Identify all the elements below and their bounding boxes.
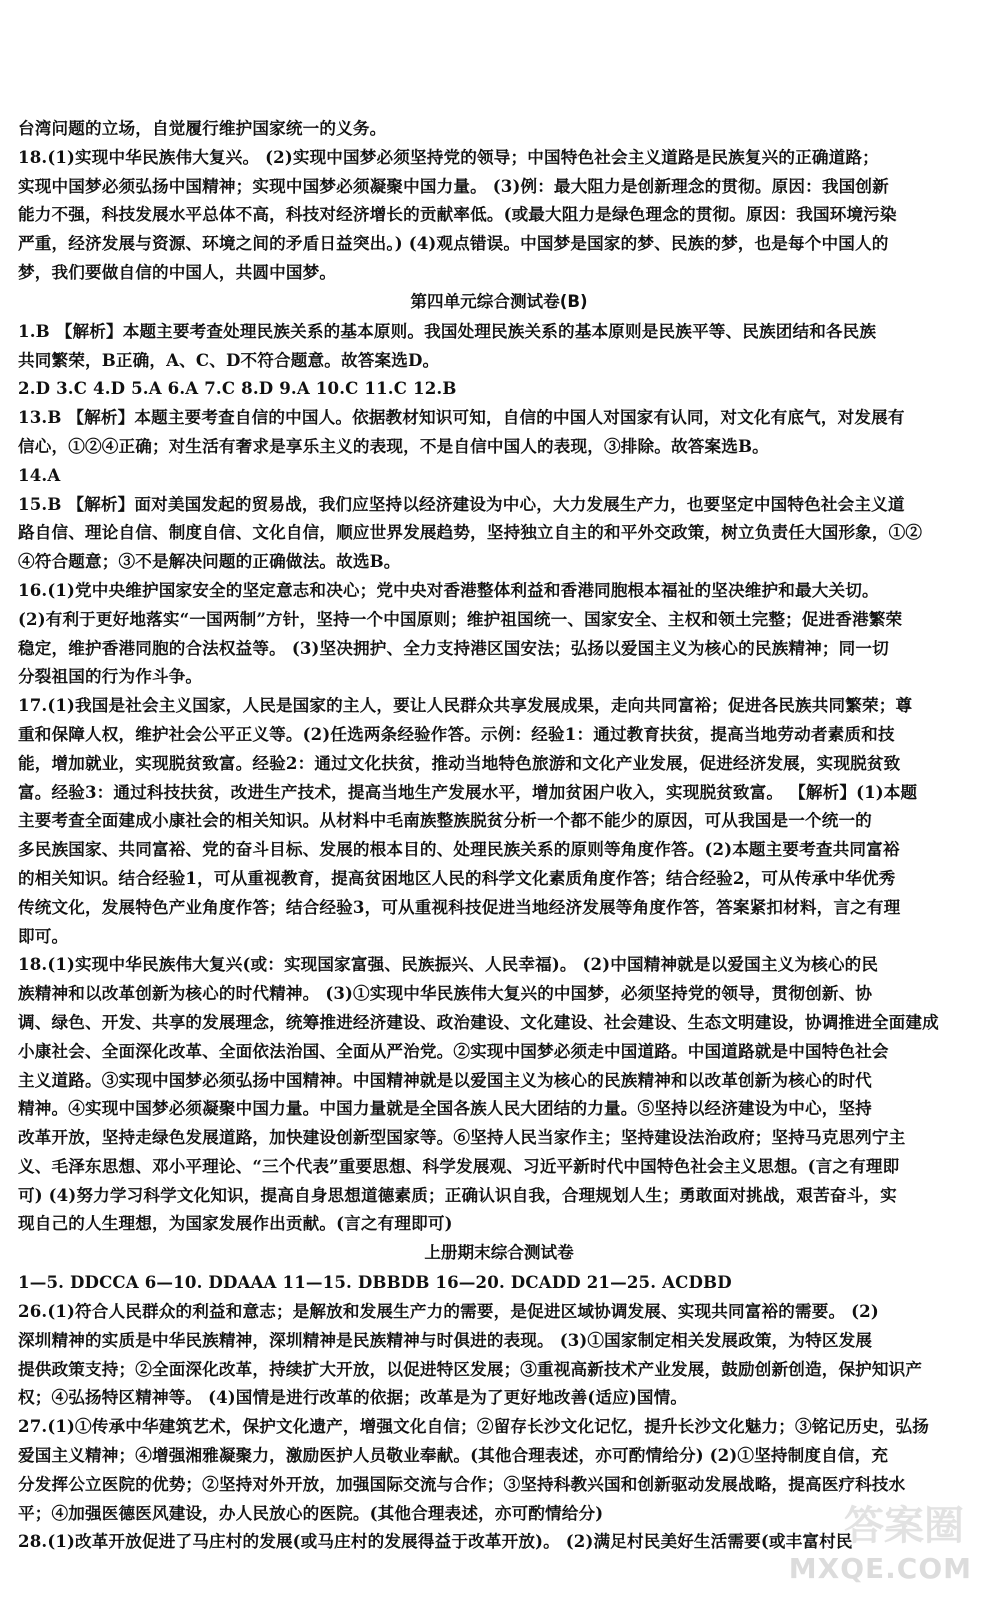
text-line: 18.(1)实现中华民族伟大复兴(或：实现国家富强、民族振兴、人民幸福)。 (2)中国精神就是以爱国主义为核心的民 xyxy=(18,954,879,975)
text-line: (2)有利于更好地落实“一国两制”方针，坚持一个中国原则；维护祖国统一、国家安全、主权和领土完整；促进香港繁荣 xyxy=(18,608,903,629)
watermark-logo-url: MXQE.COM xyxy=(788,1552,972,1585)
text-line: 传统文化，发展特色产业角度作答；结合经验3，可从重视科技促进当地经济发展等角度作答，答案紧扣材料，言之有理 xyxy=(18,896,901,917)
text-line: 28.(1)改革开放促进了马庄村的发展(或马庄村的发展得益于改革开放)。 (2)满足村民美好生活需要(或丰富村民 xyxy=(18,1531,853,1552)
text-line: 权；④弘扬特区精神等。 (4)国情是进行改革的依据；改革是为了更好地改善(适应)国情。 xyxy=(18,1387,688,1408)
text-line: 的相关知识。结合经验1，可从重视教育，提高贫困地区人民的科学文化素质角度作答；结合经验2，可从传承中华优秀 xyxy=(18,867,896,888)
text-line: 共同繁荣，B正确，A、C、D不符合题意。故答案选D。 xyxy=(18,349,440,370)
text-line: 提供政策支持；②全面深化改革，持续扩大开放，以促进特区发展；③重视高新技术产业发展，鼓励创新创造，保护知识产 xyxy=(18,1358,923,1379)
text-line: 稳定，维护香港同胞的合法权益等。 (3)坚决拥护、全力支持港区国安法；弘扬以爱国主义为核心的民族精神；同一切 xyxy=(18,637,889,658)
text-line: 族精神和以改革创新为核心的时代精神。 (3)①实现中华民族伟大复兴的中国梦，必须坚持党的领导，贯彻创新、协 xyxy=(18,983,873,1004)
text-line: 13.B 【解析】本题主要考查自信的中国人。依据教材知识可知，自信的中国人对国家有认同，对文化有底气，对发展有 xyxy=(18,407,905,428)
text-line: 15.B 【解析】面对美国发起的贸易战，我们应坚持以经济建设为中心，大力发展生产力，也要坚定中国特色社会主义道 xyxy=(18,493,905,514)
text-line: 梦，我们要做自信的中国人，共圆中国梦。 xyxy=(18,261,337,282)
text-line: 可) (4)努力学习科学文化知识，提高自身思想道德素质；正确认识自我，合理规划人生；勇敢面对挑战，艰苦奋斗，实 xyxy=(18,1184,897,1205)
text-line: 义、毛泽东思想、邓小平理论、“三个代表”重要思想、科学发展观、习近平新时代中国特色社会主义思想。(言之有理即 xyxy=(18,1155,900,1176)
text-line: 信心，①②④正确；对生活有奢求是享乐主义的表现，不是自信中国人的表现，③排除。故答案选B。 xyxy=(18,435,769,456)
text-line: 分裂祖国的行为作斗争。 xyxy=(18,666,203,687)
text-line: 14.A xyxy=(18,464,61,485)
text-line: 改革开放，坚持走绿色发展道路，加快建设创新型国家等。⑥坚持人民当家作主；坚持建设法治政府；坚持马克思列宁主 xyxy=(18,1127,906,1148)
text-line: 小康社会、全面深化改革、全面依法治国、全面从严治党。②实现中国梦必须走中国道路。中国道路就是中国特色社会 xyxy=(18,1040,889,1061)
text-line: 台湾问题的立场，自觉履行维护国家统一的义务。 xyxy=(18,118,387,138)
watermark-logo-top: 答案圈 xyxy=(844,1503,964,1549)
text-line: 平；④加强医德医风建设，办人民放心的医院。(其他合理表述，亦可酌情给分) xyxy=(18,1502,604,1523)
text-line: 分发挥公立医院的优势；②坚持对外开放，加强国际交流与合作；③坚持科教兴国和创新驱动发展战略，提高医疗科技水 xyxy=(18,1473,906,1494)
section-heading-unit4-b: 第四单元综合测试卷(B) xyxy=(410,291,588,311)
text-line: 严重，经济发展与资源、环境之间的矛盾日益突出。) (4)观点错误。中国梦是国家的梦、民族的梦，也是每个中国人的 xyxy=(18,233,889,254)
answer-text-page xyxy=(18,114,980,1556)
text-line: 26.(1)符合人民群众的利益和意志；是解放和发展生产力的需要，是促进区域协调发展、实现共同富裕的需要。 (2) xyxy=(18,1301,879,1322)
text-line: 1.B 【解析】本题主要考查处理民族关系的基本原则。我国处理民族关系的基本原则是民族平等、民族团结和各民族 xyxy=(18,320,877,341)
text-line: 现自己的人生理想，为国家发展作出贡献。(言之有理即可) xyxy=(18,1213,453,1234)
text-line: 主义道路。③实现中国梦必须弘扬中国精神。中国精神就是以爱国主义为核心的民族精神和以改革创新为核心的时代 xyxy=(18,1069,872,1090)
text-line: 1—5. DDCCA 6—10. DDAAA 11—15. DBBDB 16—20. DCADD 21—25. ACDBD xyxy=(18,1272,732,1293)
text-line: 2.D 3.C 4.D 5.A 6.A 7.C 8.D 9.A 10.C 11.C 12.B xyxy=(18,378,457,399)
text-line: 主要考查全面建成小康社会的相关知识。从材料中毛南族整族脱贫分析一个都不能少的原因，可从我国是一个统一的 xyxy=(18,810,872,831)
text-line: 能，增加就业，实现脱贫致富。经验2：通过文化扶贫，推动当地特色旅游和文化产业发展，促进经济发展，实现脱贫致 xyxy=(18,752,901,773)
text-line: 27.(1)①传承中华建筑艺术，保护文化遗产，增强文化自信；②留存长沙文化记忆，提升长沙文化魅力；③铭记历史，弘扬 xyxy=(18,1416,929,1437)
text-line: 富。经验3：通过科技扶贫，改进生产技术，提高当地生产发展水平，增加贫困户收入，实现脱贫致富。 【解析】(1)本题 xyxy=(18,781,918,802)
text-line: 17.(1)我国是社会主义国家，人民是国家的主人，要让人民群众共享发展成果，走向共同富裕；促进各民族共同繁荣；尊 xyxy=(18,695,913,716)
text-line: 多民族国家、共同富裕、党的奋斗目标、发展的根本目的、处理民族关系的原则等角度作答。(2)本题主要考查共同富裕 xyxy=(18,839,900,860)
text-line: 18.(1)实现中华民族伟大复兴。 (2)实现中国梦必须坚持党的领导；中国特色社会主义道路是民族复兴的正确道路； xyxy=(18,146,879,167)
text-line: ④符合题意；③不是解决问题的正确做法。故选B。 xyxy=(18,551,401,572)
text-line: 16.(1)党中央维护国家安全的坚定意志和决心；党中央对香港整体利益和香港同胞根本福祉的坚决维护和最大关切。 xyxy=(18,579,879,600)
text-line: 深圳精神的实质是中华民族精神，深圳精神是民族精神与时俱进的表现。 (3)①国家制定相关发展政策，为特区发展 xyxy=(18,1329,873,1350)
text-line: 重和保障人权，维护社会公平正义等。(2)任选两条经验作答。示例：经验1：通过教育扶贫，提高当地劳动者素质和技 xyxy=(18,723,895,744)
text-line: 爱国主义精神；④增强湘雅凝聚力，激励医护人员敬业奉献。(其他合理表述，亦可酌情给分) (2)①坚持制度自信，充 xyxy=(18,1445,889,1466)
text-line: 实现中国梦必须弘扬中国精神；实现中国梦必须凝聚中国力量。 (3)例：最大阻力是创新理念的贯彻。原因：我国创新 xyxy=(18,175,889,196)
text-line: 调、绿色、开发、共享的发展理念，统筹推进经济建设、政治建设、文化建设、社会建设、生态文明建设，协调推进全面建成 xyxy=(18,1011,939,1032)
text-line: 路自信、理论自信、制度自信、文化自信，顺应世界发展趋势，坚持独立自主的和平外交政策，树立负责任大国形象，①② xyxy=(18,522,923,543)
text-line: 即可。 xyxy=(18,925,69,946)
text-line: 能力不强，科技发展水平总体不高，科技对经济增长的贡献率低。(或最大阻力是绿色理念的贯彻。原因：我国环境污染 xyxy=(18,204,897,225)
section-heading-final-exam: 上册期末综合测试卷 xyxy=(424,1243,574,1263)
text-line: 精神。④实现中国梦必须凝聚中国力量。中国力量就是全国各族人民大团结的力量。⑤坚持以经济建设为中心，坚持 xyxy=(18,1098,872,1119)
